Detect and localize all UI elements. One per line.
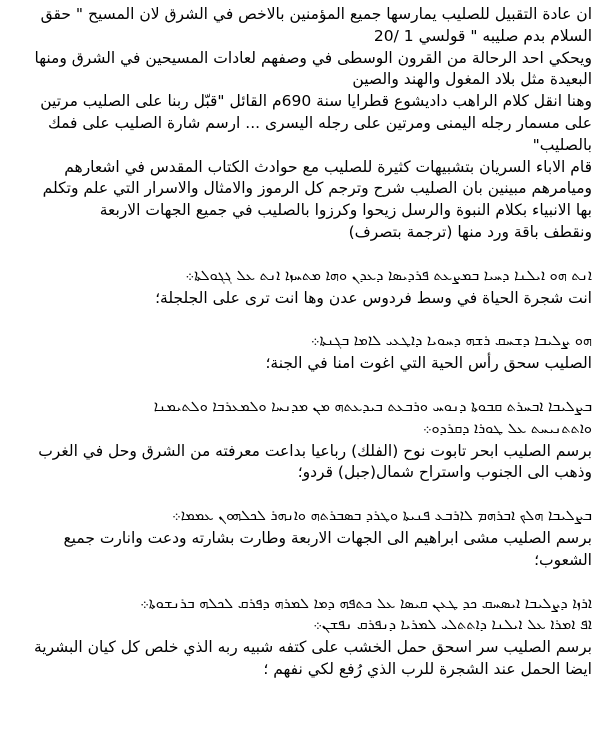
syriac-line: ܒܨܠܝܒܐ ܗܠܟ ܐܒܪܗܡ ܠܐܪܒܥ ܦܢܝܬܐ ܘܛܪܕ ܒܣܒܪܬܗ ܘܐܢܗܪ ܠܟܠܗܘܢ ܥܡܡܐ܀ xyxy=(172,508,592,525)
text-line: بها الانبياء بكلام النبوة والرسل زيحوا وكرزوا بالصليب في جميع الجهات الاربعة xyxy=(99,201,592,220)
arabic-translation-line: ايضا الحمل عند الشجرة للرب الذي رُفع لكي نفهم ؛ xyxy=(263,659,592,678)
intro-paragraph xyxy=(8,4,592,244)
text-line: ويحكي احد الرحالة من القرون الوسطى في وصفهم لعادات المسيحين في الشرق ومنها xyxy=(34,48,592,67)
text-line: بالصليب" xyxy=(532,135,592,154)
arabic-translation-line: برسم الصليب سر اسحق حمل الخشب على كتفه شبيه ربه الذي خلص كل كيان البشرية xyxy=(33,638,592,657)
text-line: ان عادة التقبيل للصليب يمارسها جميع المؤمنين بالاخص في الشرق لان المسيح " حقق xyxy=(40,5,592,23)
text-line: ونقطف باقة ورد منها (ترجمة بتصرف) xyxy=(348,222,592,241)
text-line: على مسمار رجله اليمنى ومرتين على رجله اليسرى ... ارسم شارة الصليب على فمك xyxy=(48,113,592,132)
syriac-line: ܘܐܬܬܢܝܚܬ ܥܠ ܛܘܪܐ ܕܩܪܕܘ܀ xyxy=(422,420,592,437)
syriac-line: ܐܢܬ ܗܘ ܐܝܠܢܐ ܕܚܝܐ ܒܡܨܥܬ ܦܪܕܝܣܐ ܕܥܕܢ ܘܗܐ ܡܬܚܙܐ ܐܢܬ ܥܠ ܓܓܘܠܬܐ܀ xyxy=(185,267,592,284)
arabic-translation-line: انت شجرة الحياة في وسط فردوس عدن وها انت ترى على الجلجلة؛ xyxy=(155,288,592,307)
text-line: وميامرهم مبينين بان الصليب شرح وترجم كل الرموز والامثال والاسرار التي علم وتكلم xyxy=(42,179,592,198)
arabic-translation-line: الصليب سحق رأس الحية التي اغوت امنا في الجنة؛ xyxy=(265,354,592,373)
text-line: البعيدة مثل بلاد المغول والهند والصين xyxy=(352,70,592,89)
verse-block xyxy=(8,331,592,375)
syriac-line: ܐܦ ܐܡܪܐ ܥܠ ܐܝܠܢܐ ܕܐܬܬܠܝ ܠܡܪܝܐ ܕܢܦܪܩ ܢܦܫܢ܀ xyxy=(313,617,592,634)
text-line: وهنا انقل كلام الراهب داديشوع قطرايا سنة 690م القائل "قبّل ربنا على الصليب مرتين xyxy=(40,92,592,111)
verse-block xyxy=(8,506,592,571)
arabic-translation-line: وذهب الى الجنوب واستراح شمال(جبل) قردو؛ xyxy=(297,463,592,482)
verse-block xyxy=(8,266,592,310)
verse-block xyxy=(8,397,592,484)
arabic-translation-line: برسم الصليب ابحر تابوت نوح (الفلك) رباعيا بداعت معرفته من الشرق وحل في الغرب xyxy=(38,441,592,460)
syriac-line: ܐܪܙܐ ܕܨܠܝܒܐ ܐܝܣܚܩ ܟܕ ܛܥܢ ܩܝܣܐ ܥܠ ܟܬܦܗ ܕܡܐ ܠܡܪܗ ܕܦܪܩ ܠܟܠܗ ܒܪܢܫܘܬܐ܀ xyxy=(140,595,592,612)
syriac-line: ܗܘ ܨܠܝܒܐ ܕܫܚܩ ܪܫܗ ܕܚܘܝܐ ܕܐܛܥܝ ܠܐܡܐ ܒܓܢܬܐ܀ xyxy=(310,333,592,350)
verse-block xyxy=(8,594,592,681)
syriac-line: ܒܨܠܝܒܐ ܐܒܚܪܬ ܩܒܘܬܐ ܕܢܘܚ ܘܪܒܥܬ ܒܝܕܥܬܗ ܡܢ ܡܕܢܚܐ ܘܠܡܥܪܒܐ ܘܠܬܝܡܢܐ xyxy=(153,398,592,415)
text-line: قام الاباء السريان بتشبيهات كثيرة للصليب مع حوادث الكتاب المقدس في اشعارهم xyxy=(64,157,592,176)
arabic-translation-line: برسم الصليب مشى ابراهيم الى الجهات الاربعة وطارت بشارته ودعت وانارت جميع xyxy=(63,528,592,547)
arabic-translation-line: الشعوب؛ xyxy=(534,550,592,569)
text-line: السلام بدم صليبه " قولسي 1 /20 xyxy=(373,26,592,45)
